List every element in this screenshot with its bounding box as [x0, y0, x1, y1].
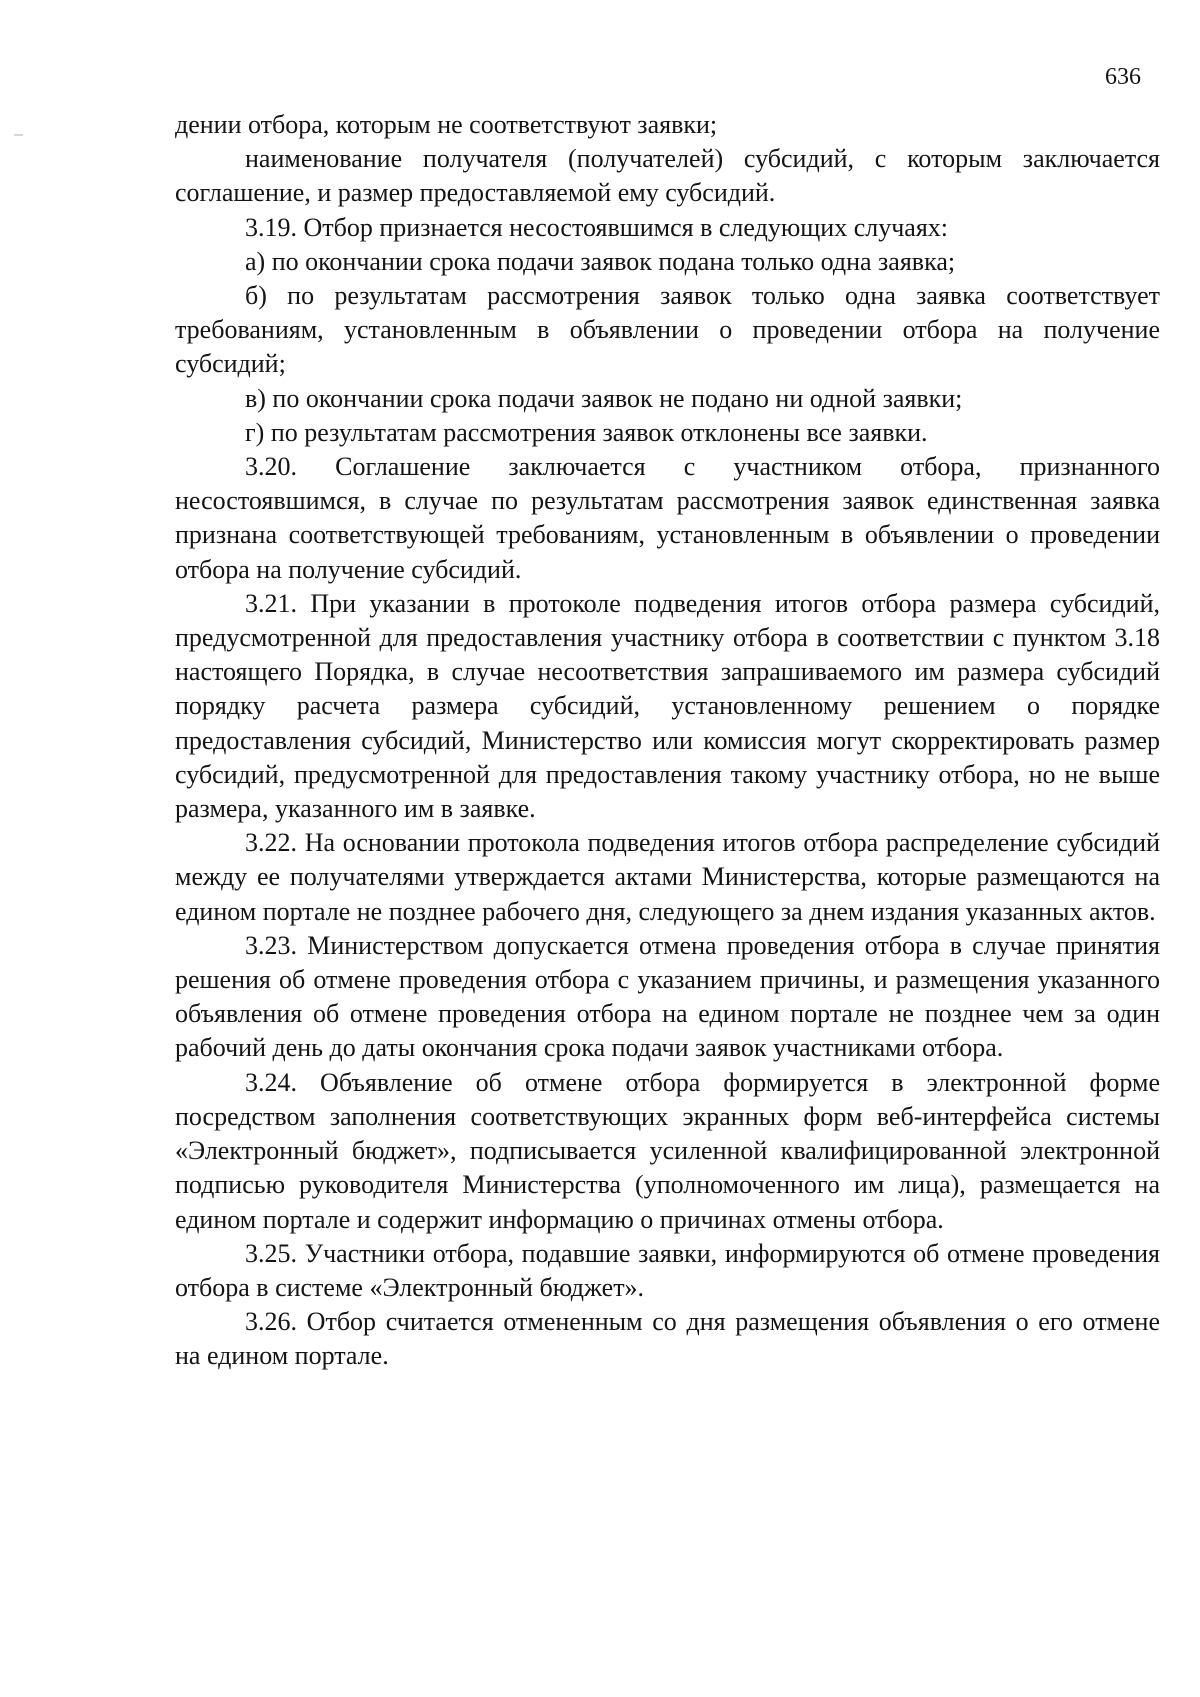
paragraph-3-19-g: г) по результатам рассмотрения заявок отклонены все заявки.: [245, 417, 928, 447]
page-number: 636: [1105, 64, 1141, 90]
paragraph-3-23: 3.23. Министерством допускается отмена проведения отбора в случае принятия решения об отмене проведения отбора с указанием причины, и размещения указанного объявления об отмене проведения отбора на едином портале не позднее чем за один рабочий день до даты окончания срока подачи заявок участниками отбора.: [175, 930, 1160, 1063]
paragraph-3-19-v: в) по окончании срока подачи заявок не подано ни одной заявки;: [245, 383, 963, 413]
paragraph-3-24: 3.24. Объявление об отмене отбора формируется в электронной форме посредством заполнения соответствующих экранных форм веб-интерфейса системы «Электронный бюджет», подписывается усиленной квалифицированной электронной подписью руководителя Министерства (уполномоченного им лица), размещается на едином портале и содержит информацию о причинах отмены отбора.: [175, 1067, 1160, 1234]
paragraph-3-19: 3.19. Отбор признается несостоявшимся в следующих случаях:: [245, 212, 949, 242]
paragraph-continuation: дении отбора, которым не соответствуют заявки;: [175, 110, 718, 139]
paragraph-3-25: 3.25. Участники отбора, подавшие заявки, информируются об отмене проведения отбора в системе «Электронный бюджет».: [175, 1238, 1160, 1302]
scan-artifact: [14, 134, 23, 136]
paragraph-3-26: 3.26. Отбор считается отмененным со дня размещения объявления о его отмене на едином портале.: [175, 1307, 1160, 1371]
paragraph-3-20: 3.20. Соглашение заключается с участником отбора, признанного несостоявшимся, в случае по результатам рассмотрения заявок единственная заявка признана соответствующей требованиям, установленным в объявлении о проведении отбора на получение субсидий.: [175, 452, 1160, 584]
paragraph-3-22: 3.22. На основании протокола подведения итогов отбора распределение субсидий между ее получателями утверждается актами Министерства, которые размещаются на едином портале не позднее рабочего дня, следующего за днем издания указанных актов.: [175, 828, 1160, 926]
paragraph-3-19-b: б) по результатам рассмотрения заявок только одна заявка соответствует требованиям, установленным в объявлении о проведении отбора на получение субсидий;: [175, 281, 1160, 379]
paragraph-3-19-a: а) по окончании срока подачи заявок подана только одна заявка;: [245, 246, 956, 276]
document-body: [175, 108, 1160, 1374]
paragraph-3-21: 3.21. При указании в протоколе подведения итогов отбора размера субсидий, предусмотренной для предоставления участнику отбора в соответствии с пунктом 3.18 настоящего Порядка, в случае несоответствия запрашиваемого им размера субсидий порядку расчета размера субсидий, установленному решением о порядке предоставления субсидий, Министерство или комиссия могут скорректировать размер субсидий, предусмотренной для предоставления такому участнику отбора, но не выше размера, указанного им в заявке.: [175, 588, 1160, 824]
paragraph-recipient-name: наименование получателя (получателей) субсидий, с которым заключается соглашение, и размер предоставляемой ему субсидий.: [175, 144, 1160, 208]
